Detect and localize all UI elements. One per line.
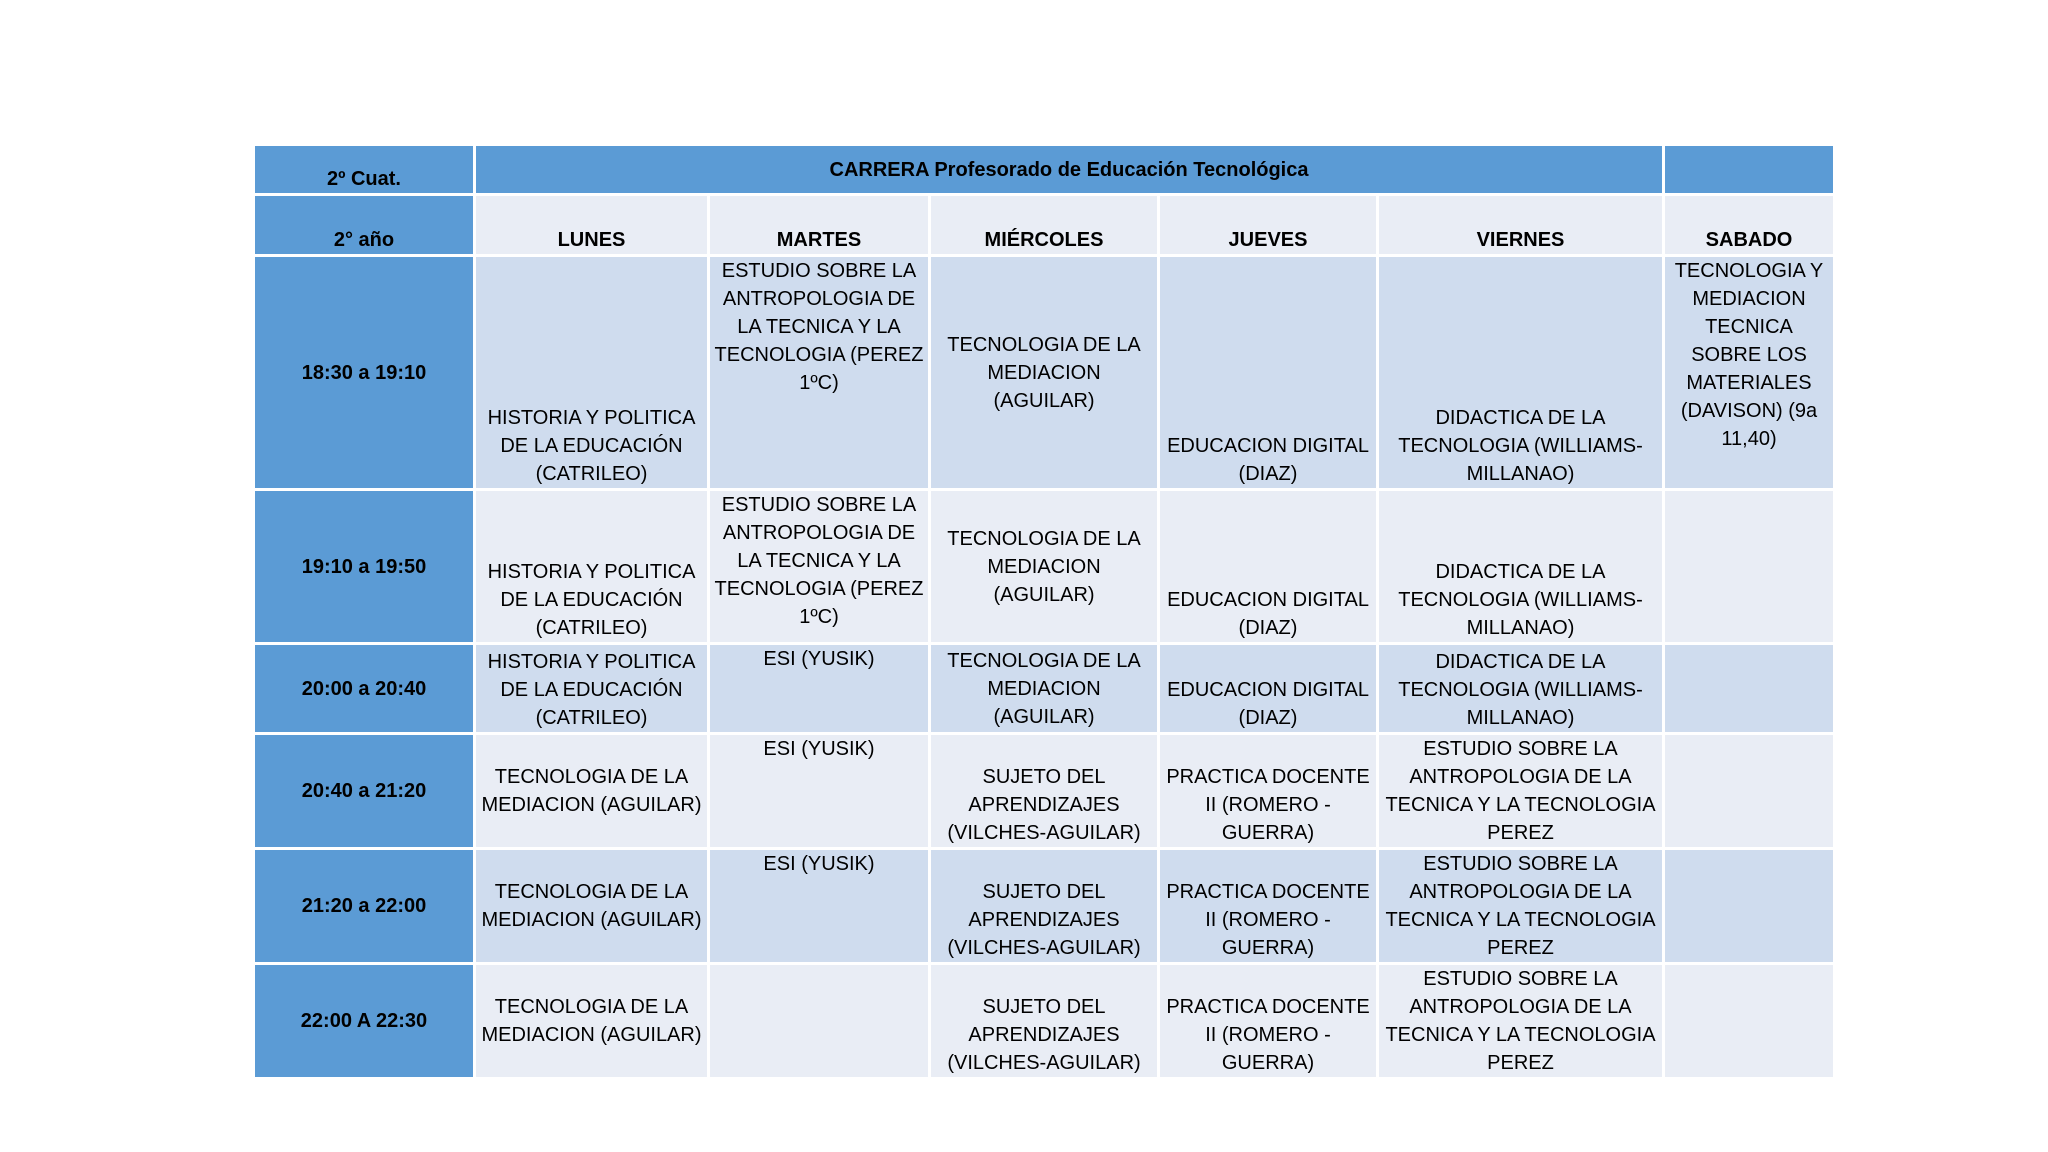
semester-label: 2º Cuat. bbox=[254, 145, 475, 195]
class-cell: PRACTICA DOCENTE II (ROMERO -GUERRA) bbox=[1159, 964, 1378, 1079]
table-row bbox=[254, 644, 1835, 734]
class-cell: TECNOLOGIA DE LA MEDIACION (AGUILAR) bbox=[930, 490, 1159, 644]
day-header-viernes: VIERNES bbox=[1378, 195, 1664, 256]
class-cell bbox=[1664, 490, 1835, 644]
days-header-row bbox=[254, 195, 1835, 256]
class-cell: ESI (YUSIK) bbox=[709, 849, 930, 964]
class-cell: ESI (YUSIK) bbox=[709, 734, 930, 849]
time-slot: 19:10 a 19:50 bbox=[254, 490, 475, 644]
day-header-miercoles: MIÉRCOLES bbox=[930, 195, 1159, 256]
day-header-lunes: LUNES bbox=[475, 195, 709, 256]
class-cell: DIDACTICA DE LA TECNOLOGIA (WILLIAMS-MILLANAO) bbox=[1378, 256, 1664, 490]
class-cell: ESTUDIO SOBRE LA ANTROPOLOGIA DE LA TECNICA Y LA TECNOLOGIA PEREZ bbox=[1378, 734, 1664, 849]
day-header-jueves: JUEVES bbox=[1159, 195, 1378, 256]
class-cell bbox=[1664, 734, 1835, 849]
class-cell: SUJETO DEL APRENDIZAJES (VILCHES-AGUILAR) bbox=[930, 849, 1159, 964]
time-slot: 21:20 a 22:00 bbox=[254, 849, 475, 964]
title-empty-cell bbox=[1664, 145, 1835, 195]
class-cell: EDUCACION DIGITAL (DIAZ) bbox=[1159, 644, 1378, 734]
table-row bbox=[254, 849, 1835, 964]
class-cell: EDUCACION DIGITAL (DIAZ) bbox=[1159, 490, 1378, 644]
class-cell: ESTUDIO SOBRE LA ANTROPOLOGIA DE LA TECNICA Y LA TECNOLOGIA (PEREZ 1ºC) bbox=[709, 256, 930, 490]
day-header-sabado: SABADO bbox=[1664, 195, 1835, 256]
class-cell: SUJETO DEL APRENDIZAJES (VILCHES-AGUILAR) bbox=[930, 964, 1159, 1079]
page-title: CARRERA Profesorado de Educación Tecnológica bbox=[475, 145, 1664, 195]
class-cell: SUJETO DEL APRENDIZAJES (VILCHES-AGUILAR) bbox=[930, 734, 1159, 849]
year-label: 2° año bbox=[254, 195, 475, 256]
table-row bbox=[254, 734, 1835, 849]
time-slot: 20:40 a 21:20 bbox=[254, 734, 475, 849]
class-cell: PRACTICA DOCENTE II (ROMERO -GUERRA) bbox=[1159, 849, 1378, 964]
class-cell bbox=[709, 964, 930, 1079]
class-cell: EDUCACION DIGITAL (DIAZ) bbox=[1159, 256, 1378, 490]
time-slot: 18:30 a 19:10 bbox=[254, 256, 475, 490]
title-row bbox=[254, 145, 1835, 195]
class-cell bbox=[1664, 964, 1835, 1079]
class-cell: TECNOLOGIA DE LA MEDIACION (AGUILAR) bbox=[930, 256, 1159, 490]
time-slot: 20:00 a 20:40 bbox=[254, 644, 475, 734]
class-cell bbox=[1664, 644, 1835, 734]
table-row bbox=[254, 490, 1835, 644]
class-cell: ESTUDIO SOBRE LA ANTROPOLOGIA DE LA TECNICA Y LA TECNOLOGIA (PEREZ 1ºC) bbox=[709, 490, 930, 644]
class-cell: HISTORIA Y POLITICA DE LA EDUCACIÓN (CATRILEO) bbox=[475, 490, 709, 644]
class-cell: DIDACTICA DE LA TECNOLOGIA (WILLIAMS-MILLANAO) bbox=[1378, 490, 1664, 644]
table-row bbox=[254, 964, 1835, 1079]
class-cell: TECNOLOGIA DE LA MEDIACION (AGUILAR) bbox=[475, 734, 709, 849]
class-cell: ESTUDIO SOBRE LA ANTROPOLOGIA DE LA TECNICA Y LA TECNOLOGIA PEREZ bbox=[1378, 849, 1664, 964]
class-cell bbox=[1664, 849, 1835, 964]
class-cell: ESI (YUSIK) bbox=[709, 644, 930, 734]
class-cell: TECNOLOGIA Y MEDIACION TECNICA SOBRE LOS MATERIALES (DAVISON) (9a 11,40) bbox=[1664, 256, 1835, 490]
class-cell: ESTUDIO SOBRE LA ANTROPOLOGIA DE LA TECNICA Y LA TECNOLOGIA PEREZ bbox=[1378, 964, 1664, 1079]
class-cell: TECNOLOGIA DE LA MEDIACION (AGUILAR) bbox=[475, 849, 709, 964]
day-header-martes: MARTES bbox=[709, 195, 930, 256]
class-cell: HISTORIA Y POLITICA DE LA EDUCACIÓN (CATRILEO) bbox=[475, 644, 709, 734]
class-cell: TECNOLOGIA DE LA MEDIACION (AGUILAR) bbox=[475, 964, 709, 1079]
table-row bbox=[254, 256, 1835, 490]
class-cell: HISTORIA Y POLITICA DE LA EDUCACIÓN (CATRILEO) bbox=[475, 256, 709, 490]
schedule-table bbox=[252, 143, 1836, 1080]
time-slot: 22:00 A 22:30 bbox=[254, 964, 475, 1079]
class-cell: PRACTICA DOCENTE II (ROMERO -GUERRA) bbox=[1159, 734, 1378, 849]
class-cell: TECNOLOGIA DE LA MEDIACION (AGUILAR) bbox=[930, 644, 1159, 734]
class-cell: DIDACTICA DE LA TECNOLOGIA (WILLIAMS-MILLANAO) bbox=[1378, 644, 1664, 734]
